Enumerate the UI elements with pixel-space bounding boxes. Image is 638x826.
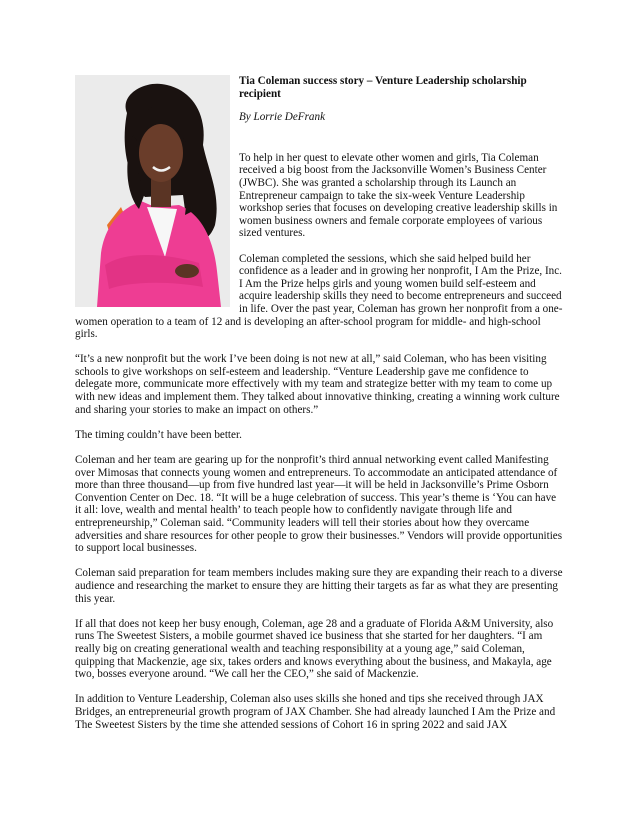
- article-paragraph: The timing couldn’t have been better.: [75, 428, 242, 441]
- article-paragraph: Coleman and her team are gearing up for the nonprofit’s third annual networking event called Manifesting over Mimosas that connects young women and entrepreneurs. To accommodate an anticipated attendance of more than three thousand—up from five hundred last year—it will be held in Jacksonville’s Prime Osborn Convention Center on Dec. 18. “It will be a huge celebration of success. This year’s theme is ‘You can have it all: love, wealth and mental health’ to teach people how to confidently navigate through life and entrepreneurship,” Coleman said. “Community leaders will tell their stories about how they overcame adversities and share resources for other people to grow their businesses.” Vendors will provide opportunities to support local businesses.: [75, 454, 563, 555]
- article-paragraph: Coleman said preparation for team members includes making sure they are expanding their reach to a diverse audience and researching the market to ensure they are hitting their targets as far as what they are presenting this year.: [75, 567, 563, 605]
- article-paragraph: To help in her quest to elevate other women and girls, Tia Coleman received a big boost from the Jacksonville Women’s Business Center (JWBC). She was granted a scholarship through its Launch an Entrepreneur campaign to take the six-week Venture Leadership workshop series that focuses on developing creative leadership skills in women business owners and female corporate employees of various sized ventures.: [239, 151, 558, 240]
- portrait-illustration: [75, 75, 230, 307]
- article-body: [75, 75, 565, 744]
- article-paragraph: “It’s a new nonprofit but the work I’ve been doing is not new at all,” said Coleman, who has been visiting schools to give workshops on self-esteem and leadership. “Venture Leadership gave me confidence to delegate more, communicate more effectively with my team and strategize better with my team to come up with new ideas and implement them. They talked about innovative thinking, creating a winning work culture and sharing your stories to make an impact on others.”: [75, 353, 560, 416]
- article-byline: By Lorrie DeFrank: [239, 111, 326, 124]
- article-title: Tia Coleman success story – Venture Leadership scholarship recipient: [239, 75, 527, 100]
- article-paragraph: Coleman completed the sessions, which she said helped build her confidence as a leader and in growing her nonprofit, I Am the Prize, Inc. I Am the Prize helps girls and young women build self-esteem and acquire leadership skills they need to become entrepreneurs and succeed in life. Over the past year, Coleman has grown her nonprofit from a one-women operation to a team of 12 and is developing an after-school program for middle- and high-school girls.: [75, 252, 563, 341]
- article-paragraph: If all that does not keep her busy enough, Coleman, age 28 and a graduate of Florida A&M University, also runs The Sweetest Sisters, a mobile gourmet shaved ice business that she started for her daughters. “I am really big on creating generational wealth and teaching responsibility at a young age,” said Coleman, quipping that Mackenzie, age six, takes orders and knows everything about the business, and Makayla, age two, bosses everyone around. “We call her the CEO,” she said of Mackenzie.: [75, 617, 554, 681]
- article-paragraph: In addition to Venture Leadership, Coleman also uses skills she honed and tips she received through JAX Bridges, an entrepreneurial growth program of JAX Chamber. She had already launched I Am the Prize and The Sweetest Sisters by the time she attended sessions of Cohort 16 in spring 2022 and said JAX: [75, 693, 556, 731]
- portrait-photo: [75, 75, 230, 307]
